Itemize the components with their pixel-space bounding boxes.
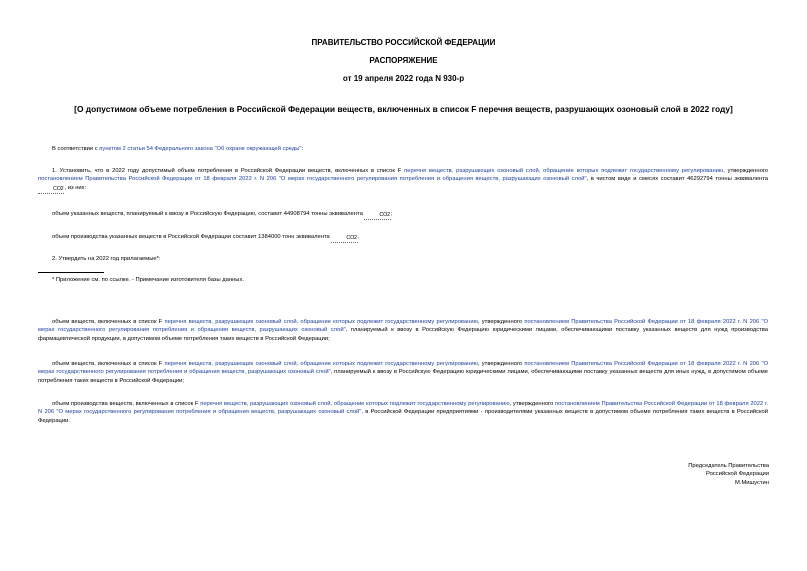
- law-link[interactable]: пунктом 2 статьи 54 Федерального закона "Об охране окружающей среды": [99, 146, 302, 152]
- co2-formula-image: CO2: [331, 234, 357, 243]
- attachment-item-1: [38, 318, 768, 343]
- item-1-text-2: , утвержденного: [723, 168, 769, 174]
- item-1-production-volume: [38, 233, 768, 243]
- resolution-206-link[interactable]: постановлением Правительства Российской Федерации от 18 февраля 2022 г. N 206 "О мерах государственного регулирования потребления и обращения веществ, разрушающих озоновый слой": [38, 319, 769, 334]
- attachment-item-2: [38, 360, 768, 385]
- attachment-text: , планируемый к ввозу в Российскую Федерацию юридическими лицами, обеспечивающими поставку указанных веществ для нужд производства фармацевтической продукции, в допустимом объеме потребления таких веществ в Российской Федерации;: [38, 327, 768, 342]
- signature-block: [688, 462, 769, 487]
- attachment-text: объем производства веществ, включенных в список F: [52, 401, 201, 407]
- attachment-text: , утвержденного: [509, 401, 555, 407]
- preamble-text: В соответствии с: [52, 146, 100, 152]
- preamble-suffix: :: [301, 146, 304, 152]
- issuer-heading: ПРАВИТЕЛЬСТВО РОССИЙСКОЙ ФЕДЕРАЦИИ: [311, 38, 496, 47]
- item-1-text-3: , в чистом виде и смесях составит 46292794 тонны эквивалента: [586, 176, 768, 183]
- signatory-position: Председатель Правительства: [688, 463, 769, 469]
- attachment-text: , утвержденного: [477, 319, 525, 325]
- document-date-number: от 19 апреля 2022 года N 930-р: [342, 74, 465, 83]
- document-type: РАСПОРЯЖЕНИЕ: [369, 56, 438, 65]
- signatory-country: Российской Федерации: [705, 471, 769, 478]
- substances-list-link[interactable]: перечня веществ, разрушающих озоновый слой, обращение которых подлежит государственному регулированию: [200, 401, 510, 407]
- signatory-name: М.Мишустин: [735, 479, 769, 486]
- co2-formula-image: CO2: [364, 211, 390, 220]
- substances-list-link[interactable]: перечня веществ, разрушающих озоновый слой, обращение которых подлежит государственному регулированию: [164, 361, 478, 367]
- import-volume-end: ;: [390, 211, 393, 217]
- production-volume-end: .: [357, 234, 360, 240]
- footnote: * Приложение см. по ссылке. - Примечание изготовителя базы данных.: [52, 277, 244, 283]
- attachment-text: , в Российской Федерации предприятиями - производителями указанных веществ в допустимом объеме потребления таких веществ в Российской Федерации.: [38, 409, 769, 424]
- resolution-206-link[interactable]: постановлением Правительства Российской Федерации от 18 февраля 2022 г. N 206 "О мерах государственного регулирования потребления и обращения веществ, разрушающих озоновый слой": [38, 361, 769, 376]
- item-1-text-4: , из них:: [64, 184, 87, 191]
- item-1-text: 1. Установить, что в 2022 году допустимый объем потребления в Российской Федерации веществ, включенных в список F: [52, 168, 405, 174]
- substances-list-link[interactable]: перечня веществ, разрушающих озоновый слой, обращение которых подлежит государственному регулированию: [164, 319, 478, 325]
- preamble: [38, 145, 768, 153]
- production-volume-text: объем производства указанных веществ в Российской Федерации составит 1384000 тонн эквивалента: [52, 234, 332, 240]
- item-2: 2. Утвердить на 2022 год прилагаемые*:: [52, 256, 161, 262]
- item-1-import-volume: [38, 210, 768, 220]
- attachment-text: объем веществ, включенных в список F: [52, 361, 165, 367]
- co2-formula-image: CO2: [38, 185, 64, 194]
- attachment-text: объем веществ, включенных в список F: [52, 319, 165, 325]
- resolution-206-link[interactable]: постановлением Правительства Российской Федерации от 18 февраля 2022 г. N 206 "О мерах государственного регулирования потребления и обращения веществ, разрушающих озоновый слой": [38, 176, 587, 183]
- attachment-item-3: [38, 400, 768, 425]
- resolution-206-link[interactable]: постановлением Правительства Российской Федерации от 18 февраля 2022 г. N 206 "О мерах государственного регулирования потребления и обращения веществ, разрушающих озоновый слой": [38, 401, 768, 416]
- attachment-text: , утвержденного: [477, 361, 525, 367]
- item-1: [38, 167, 768, 194]
- document-title: [О допустимом объеме потребления в Российской Федерации веществ, включенных в список F перечня веществ, разрушающих озоновый слой в 2022 году]: [74, 104, 733, 114]
- substances-list-link[interactable]: перечня веществ, разрушающих озоновый слой, обращение которых подлежит государственному регулированию: [404, 168, 724, 174]
- import-volume-text: объем указанных веществ, планируемый к ввозу в Российскую Федерацию, составит 44908794 тонны эквивалента: [52, 211, 365, 217]
- attachment-text: , планируемый к ввозу в Российскую Федерацию юридическими лицами, обеспечивающими поставку указанных веществ для иных нужд, в допустимом объеме потребления таких веществ в Российской Федерации;: [38, 369, 768, 384]
- footnote-divider: [38, 272, 104, 273]
